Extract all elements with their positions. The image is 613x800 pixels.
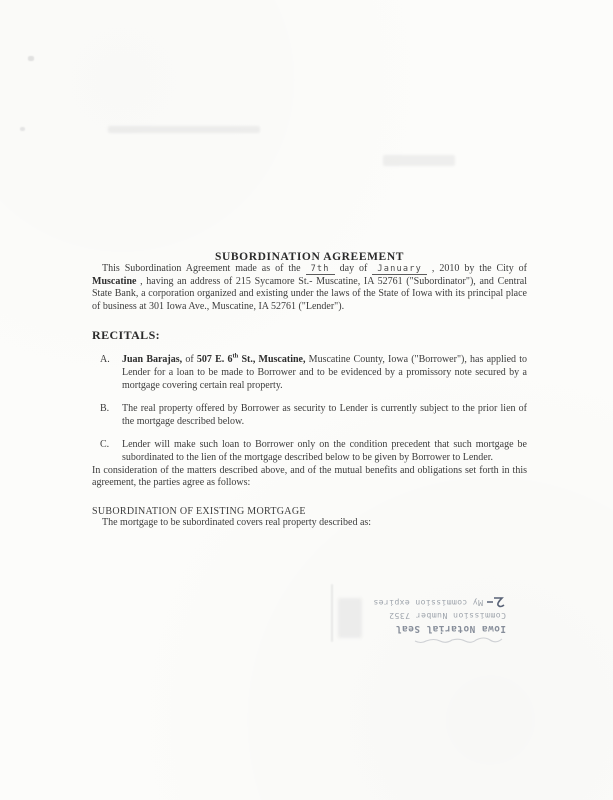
recital-text: The real property offered by Borrower as security to Lender is currently subject to the prior lien of the mortgage described below. [122,403,527,427]
stamp-expires-text: My commission expires [373,598,483,608]
consideration-paragraph: In consideration of the matters described above, and of the mutual benefits and obligations set forth in this agreement, the parties agree as follows: [92,464,527,489]
recital-a-of: of [182,354,197,366]
scan-speck [20,127,25,131]
intro-text-pre: This Subordination Agreement made as of the [102,263,306,274]
city-name-bold: Muscatine [92,275,137,287]
recital-label: C. [100,439,110,451]
intro-text-mid: day of [334,263,373,274]
intro-text-after-blanks: , 2010 by the City of [426,263,527,274]
stamp-expires-line [336,596,506,609]
handwritten-date-mark [486,597,506,609]
recital-item-c [100,439,527,464]
scan-speck [28,56,34,61]
recital-label: A. [100,354,110,366]
document-title: SUBORDINATION AGREEMENT [215,251,404,263]
recital-text [122,354,527,392]
day-blank-filled: 7th [306,264,335,275]
recital-item-b [100,403,527,428]
borrower-name-bold: Juan Barajas, [122,354,183,366]
section-heading: SUBORDINATION OF EXISTING MORTGAGE [92,505,306,517]
recital-label: B. [100,403,110,415]
illegible-notary-name-line [386,635,506,646]
ordinal-superscript: th [232,353,239,361]
stamp-commission-line: Commission Number 7352 [388,611,506,621]
stamp-edge-artifact [331,584,333,642]
intro-text-rest: , having an address of 215 Sycamore St.- Muscatine, IA 52761 ("Subordinator"), and Central State Bank, a corporation organized and existing under the laws of the State of Iowa with its principal place of business at 301 Iowa Ave., Muscatine, IA 52761 ("Lender"). [92,275,527,312]
borrower-address-bold-cont: St., Muscatine, [238,354,306,366]
borrower-address-bold: 507 E. 6 [196,354,233,366]
notary-stamp-upside-down [336,580,506,646]
intro-paragraph [92,263,527,313]
mortgage-description-lead: The mortgage to be subordinated covers real property described as: [102,516,372,528]
stamp-seal-line: Iowa Notarial Seal [395,623,506,634]
recital-text: Lender will make such loan to Borrower only on the condition precedent that such mortgage be subordinated to the lien of the mortgage described below to be given by Borrower to Lender. [122,439,527,463]
recital-item-a [100,354,527,392]
recital-a-rest: Muscatine County, Iowa ("Borrower"), has applied to Lender for a loan to be made to Borrower and to be evidenced by a promissory note secured by a mortgage covering certain real property. [122,354,527,391]
month-blank-filled: January [372,264,427,275]
recitals-heading: RECITALS: [92,328,161,343]
